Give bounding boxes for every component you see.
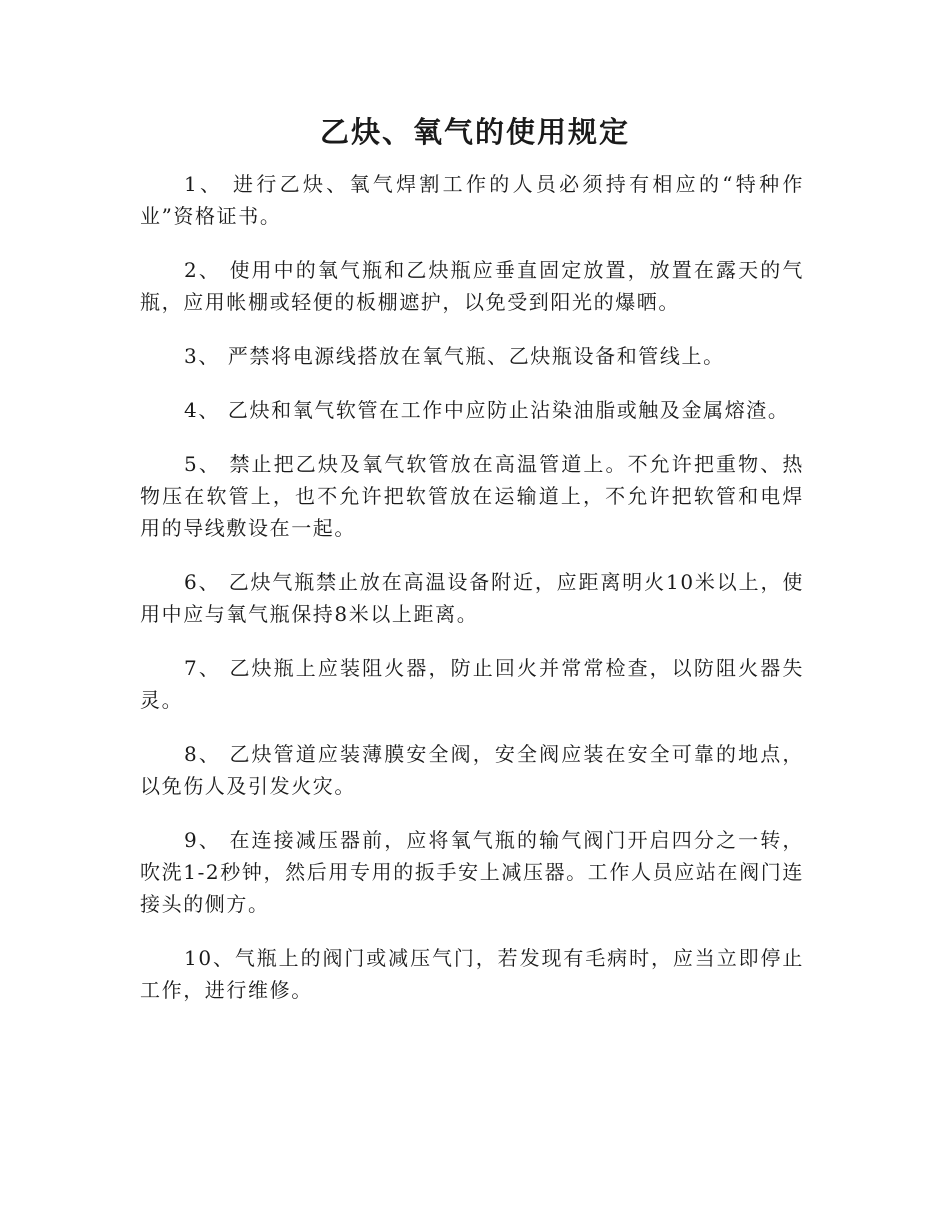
rule-text: 乙炔瓶上应装阻火器，防止回火并常常检查，以防阻火器失灵。	[140, 656, 804, 712]
rule-text: 乙炔管道应装薄膜安全阀，安全阀应装在安全可靠的地点，以免伤人及引发火灾。	[140, 742, 804, 798]
rule-item	[140, 340, 804, 372]
rule-number: 2、	[184, 258, 221, 282]
rule-number: 7、	[184, 656, 221, 680]
rule-text: 进行乙炔、氧气焊割工作的人员必须持有相应的“特种作业”资格证书。	[140, 172, 804, 228]
rule-item	[140, 738, 804, 802]
rule-text: 使用中的氧气瓶和乙炔瓶应垂直固定放置，放置在露天的气瓶，应用帐棚或轻便的板棚遮护，以免受到阳光的爆晒。	[140, 258, 804, 314]
rule-item	[140, 168, 804, 232]
rule-text: 乙炔气瓶禁止放在高温设备附近，应距离明火10米以上，使用中应与氧气瓶保持8米以上距离。	[140, 570, 804, 626]
rule-number: 6、	[184, 570, 221, 594]
rule-text: 乙炔和氧气软管在工作中应防止沾染油脂或触及金属熔渣。	[219, 398, 790, 422]
rule-number: 10、	[184, 946, 235, 970]
rule-item	[140, 824, 804, 920]
rule-text: 气瓶上的阀门或减压气门，若发现有毛病时，应当立即停止工作，进行维修。	[140, 946, 804, 1002]
rule-number: 1、	[184, 172, 224, 196]
rule-number: 8、	[184, 742, 221, 766]
rules-list	[140, 168, 804, 1028]
rule-item	[140, 254, 804, 318]
rule-number: 9、	[184, 828, 221, 852]
rule-number: 5、	[184, 452, 221, 476]
rule-item	[140, 394, 804, 426]
rule-item	[140, 652, 804, 716]
rule-item	[140, 942, 804, 1006]
rule-number: 3、	[184, 344, 220, 368]
document-title: 乙炔、氧气的使用规定	[319, 115, 630, 149]
rule-text: 严禁将电源线搭放在氧气瓶、乙炔瓶设备和管线上。	[219, 344, 725, 368]
rule-item	[140, 448, 804, 544]
rule-number: 4、	[184, 398, 220, 422]
rule-item	[140, 566, 804, 630]
rule-text: 在连接减压器前，应将氧气瓶的输气阀门开启四分之一转，吹洗1-2秒钟，然后用专用的扳手安上减压器。工作人员应站在阀门连接头的侧方。	[140, 828, 804, 916]
rule-text: 禁止把乙炔及氧气软管放在高温管道上。不允许把重物、热物压在软管上，也不允许把软管放在运输道上，不允许把软管和电焊用的导线敷设在一起。	[140, 452, 804, 540]
